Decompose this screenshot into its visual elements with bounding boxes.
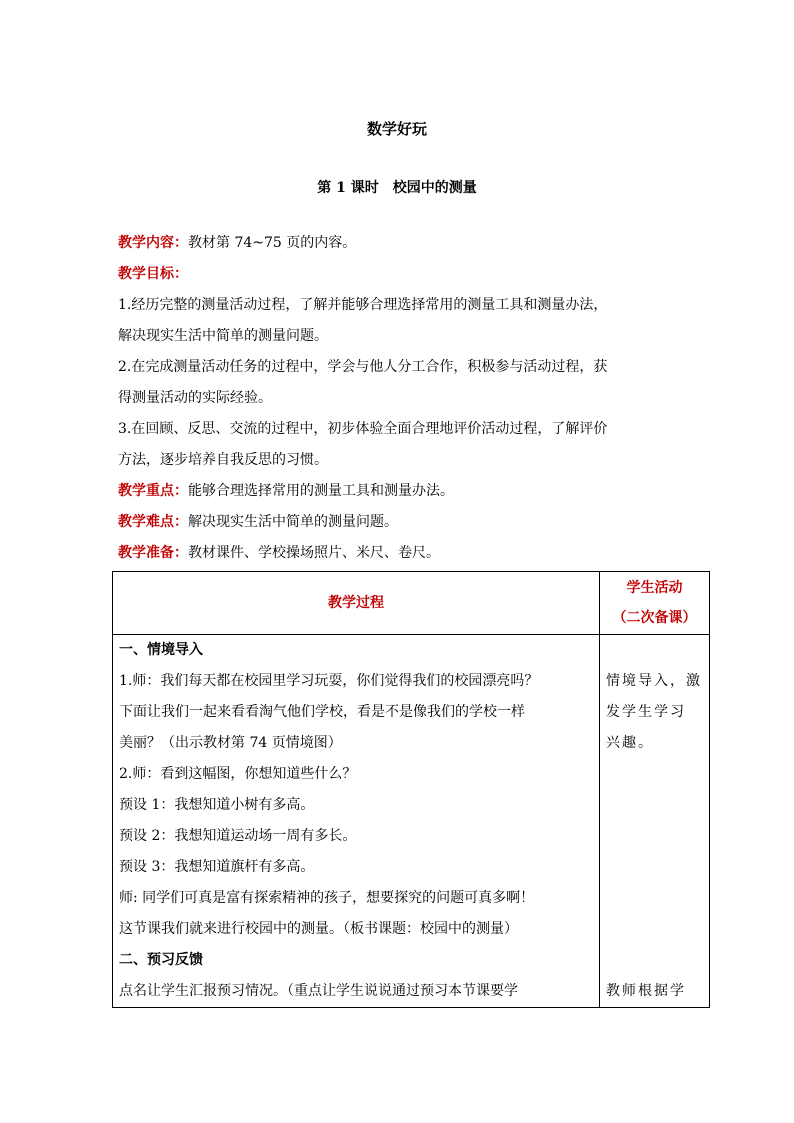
key-point-line <box>118 476 718 507</box>
objective-line: 方法，逐步培养自我反思的习惯。 <box>118 452 328 468</box>
table-header-row <box>113 572 710 635</box>
teaching-objectives-line <box>118 259 718 290</box>
activity-note-line: 情境导入，激 <box>606 673 702 689</box>
activity-header-note: （二次备课） <box>612 610 697 626</box>
process-line: 预设 1：我想知道小树有多高。 <box>119 797 315 813</box>
difficulty-line <box>118 507 718 538</box>
document-title: 数学好玩 <box>366 120 427 138</box>
section-title: 二、预习反馈 <box>119 952 203 968</box>
process-line: 预设 2：我想知道运动场一周有多长。 <box>119 828 357 844</box>
preparation-text: 教材课件、学校操场照片、米尺、卷尺。 <box>188 545 440 561</box>
objective-line: 得测量活动的实际经验。 <box>118 390 272 406</box>
activity-header: 学生活动 <box>626 580 683 596</box>
activity-cell <box>600 635 710 1008</box>
objective-line: 3.在回顾、反思、交流的过程中，初步体验全面合理地评价活动过程，了解评价 <box>118 421 608 437</box>
activity-note-line: 发学生学习 <box>606 704 686 720</box>
key-point-text: 能够合理选择常用的测量工具和测量办法。 <box>188 483 454 499</box>
teaching-content-label: 教学内容： <box>118 235 188 251</box>
objective-line: 解决现实生活中简单的测量问题。 <box>118 328 328 344</box>
activity-note <box>606 635 703 1007</box>
process-line: 预设 3：我想知道旗杆有多高。 <box>119 859 315 875</box>
preparation-label: 教学准备： <box>118 545 188 561</box>
objective-line: 1.经历完整的测量活动过程，了解并能够合理选择常用的测量工具和测量办法， <box>118 297 608 313</box>
lesson-subtitle: 第 1 课时 校园中的测量 <box>317 180 477 196</box>
lesson-overview <box>118 228 718 569</box>
preparation-line <box>118 538 718 569</box>
difficulty-text: 解决现实生活中简单的测量问题。 <box>188 514 398 530</box>
process-line: 美丽？（出示教材第 74 页情境图） <box>119 735 342 751</box>
teaching-content-text: 教材第 74~75 页的内容。 <box>188 235 357 251</box>
process-line: 2.师：看到这幅图，你想知道些什么？ <box>119 766 357 782</box>
process-header: 教学过程 <box>328 595 384 611</box>
activity-note-line: 教师根据学 <box>606 983 686 999</box>
teaching-objectives-label: 教学目标： <box>118 266 188 282</box>
process-line: 下面让我们一起来看看淘气他们学校，看是不是像我们的学校一样 <box>119 704 525 720</box>
process-line: 1.师：我们每天都在校园里学习玩耍，你们觉得我们的校园漂亮吗？ <box>119 673 539 689</box>
table-row <box>113 635 710 1008</box>
activity-header-cell <box>600 572 710 635</box>
process-line: 点名让学生汇报预习情况。（重点让学生说说通过预习本节课要学 <box>119 983 518 999</box>
objective-line: 2.在完成测量活动任务的过程中，学会与他人分工合作，积极参与活动过程，获 <box>118 359 608 375</box>
process-header-cell <box>113 572 600 635</box>
teaching-content-line <box>118 228 718 259</box>
teaching-process-table <box>112 571 710 1008</box>
process-cell <box>113 635 600 1008</box>
activity-note-line: 兴趣。 <box>606 735 654 751</box>
process-line: 师: 同学们可真是富有探索精神的孩子，想要探究的问题可真多啊！ <box>119 890 535 906</box>
key-point-label: 教学重点： <box>118 483 188 499</box>
process-line: 这节课我们就来进行校园中的测量。（板书课题：校园中的测量） <box>119 921 518 937</box>
difficulty-label: 教学难点： <box>118 514 188 530</box>
section-title: 一、情境导入 <box>119 642 203 658</box>
